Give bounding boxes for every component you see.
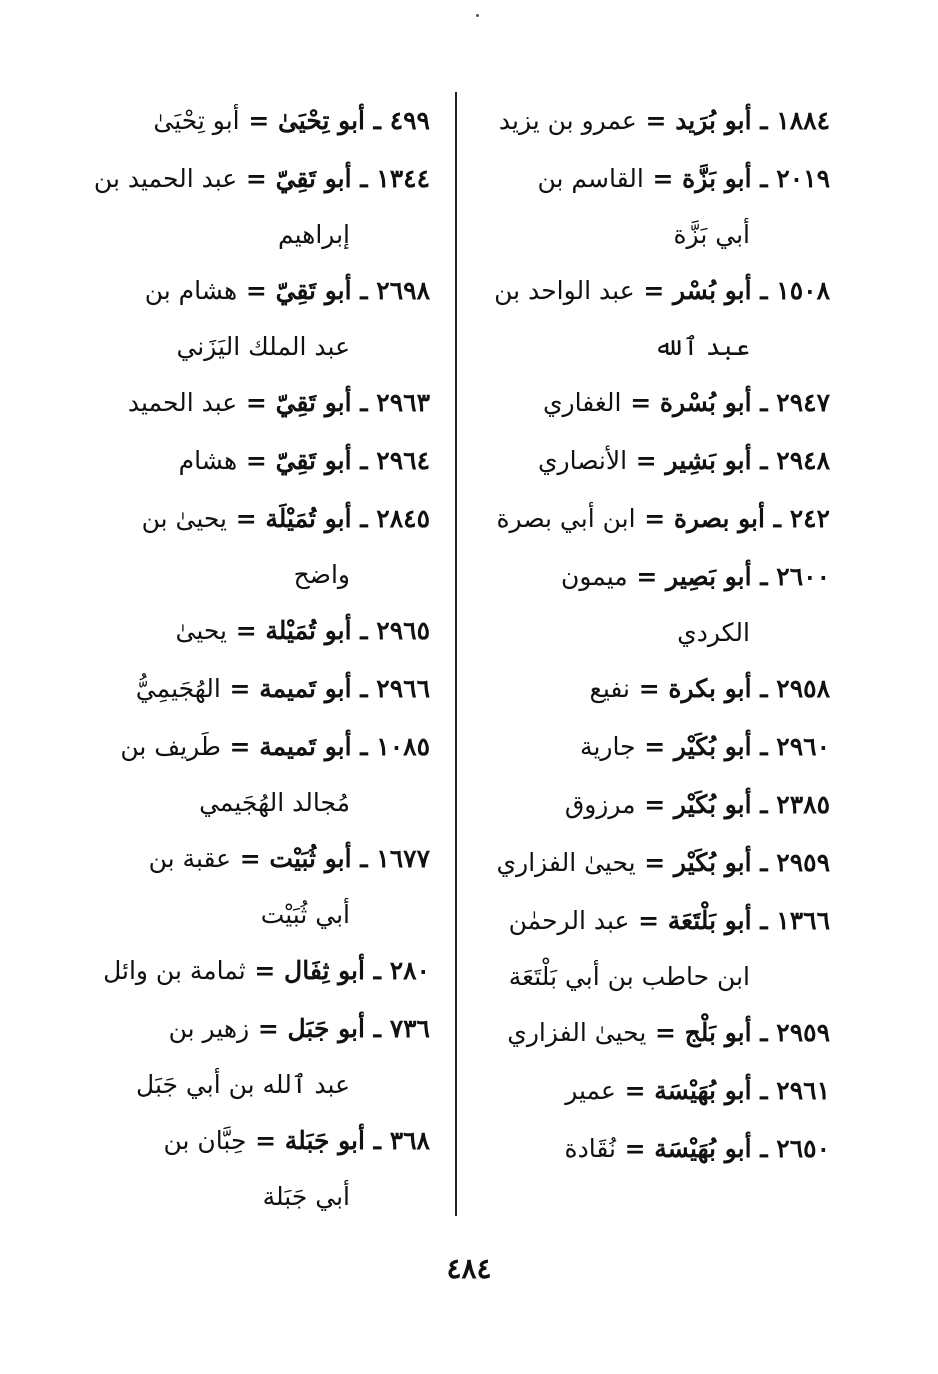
index-entry <box>78 92 430 150</box>
entry-name: ميمون <box>561 562 628 591</box>
entry-name: نُقَادة <box>564 1134 616 1163</box>
entry-number: ٢٨٤٥ <box>376 504 430 533</box>
entry-name: حِبَّان بن <box>163 1126 247 1155</box>
entry-number: ١٠٨٥ <box>376 732 430 761</box>
index-entry <box>478 1004 830 1062</box>
entry-number: ٢٩٦٦ <box>376 674 430 703</box>
index-entry <box>478 1062 830 1120</box>
index-entry <box>78 374 430 432</box>
entry-kunya: أبو بكرة <box>668 674 752 703</box>
index-entry <box>78 830 430 942</box>
entry-continuation: عبد ٱلله بن أبي جَبَل <box>136 1070 350 1099</box>
entry-equals: = <box>634 276 673 305</box>
entry-equals: = <box>615 1076 655 1105</box>
entry-equals: = <box>627 446 666 475</box>
entry-equals: = <box>635 504 674 533</box>
entry-continuation: أبي بَزَّة <box>673 220 750 249</box>
entry-number: ٤٩٩ <box>389 106 430 135</box>
entry-dash: ـ <box>751 388 777 417</box>
entry-equals: = <box>643 164 683 193</box>
entry-continuation: واضح <box>293 560 350 589</box>
entry-dash: ـ <box>351 504 377 533</box>
entry-dash: ـ <box>351 732 377 761</box>
entry-equals: = <box>646 1018 685 1047</box>
entry-kunya: أبو بُكَيْر <box>673 790 752 819</box>
index-entry <box>478 432 830 490</box>
entry-equals: = <box>237 276 276 305</box>
entry-kunya: أبو تَميمة <box>259 732 352 761</box>
entry-kunya: أبو ثِفَال <box>284 956 365 985</box>
entry-kunya: أبو بصرة <box>673 504 765 533</box>
entry-kunya: أبو جَبَل <box>287 1014 365 1043</box>
entry-continuation: أبي ثُبَيْت <box>260 900 350 929</box>
index-entry <box>478 150 830 262</box>
index-entry <box>78 1000 430 1112</box>
entry-number: ٢٩٦٤ <box>376 446 430 475</box>
entry-dash: ـ <box>751 164 777 193</box>
entry-name: الغفاري <box>542 388 622 417</box>
index-entry <box>78 660 430 718</box>
entry-kunya: أبو تَقِيّ <box>275 446 352 475</box>
entry-continuation: إبراهيم <box>277 220 350 249</box>
index-entry <box>478 374 830 432</box>
index-entry <box>78 718 430 830</box>
entry-dash: ـ <box>364 1126 390 1155</box>
entry-dash: ـ <box>751 562 777 591</box>
entry-equals: = <box>237 446 276 475</box>
entry-name: هشام بن <box>144 276 238 305</box>
scan-speck <box>476 14 479 17</box>
entry-name: مرزوق <box>564 790 636 819</box>
entry-equals: = <box>635 790 674 819</box>
entry-equals: = <box>635 848 674 877</box>
entry-number: ٢٩٦١ <box>776 1076 830 1105</box>
entry-number: ٢٠١٩ <box>776 164 830 193</box>
entry-dash: ـ <box>351 844 377 873</box>
index-entry <box>478 1120 830 1178</box>
entry-kunya: أبو جَبَلة <box>284 1126 365 1155</box>
entry-name: عقبة بن <box>148 844 232 873</box>
entry-name: جارية <box>580 732 636 761</box>
entry-dash: ـ <box>364 106 390 135</box>
entry-kunya: أبو تِحْيَىٰ <box>277 106 365 135</box>
entry-dash: ـ <box>751 906 777 935</box>
index-entry <box>78 150 430 262</box>
entry-kunya: أبو بُسْر <box>672 276 752 305</box>
entry-equals: = <box>227 616 266 645</box>
entry-name: ابن أبي بصرة <box>496 504 636 533</box>
entry-name: ثمامة بن وائل <box>103 956 246 985</box>
entry-equals: = <box>636 106 676 135</box>
entry-name: يحيىٰ <box>175 616 228 645</box>
entry-equals: = <box>220 732 260 761</box>
index-entry <box>478 92 830 150</box>
entry-name: هشام <box>178 446 238 475</box>
entry-number: ١٥٠٨ <box>776 276 830 305</box>
entry-kunya: أبو بُرَيد <box>675 106 752 135</box>
entry-dash: ـ <box>351 616 377 645</box>
entry-dash: ـ <box>364 1014 390 1043</box>
entry-kunya: أبو بُكَيْر <box>673 732 752 761</box>
entry-name: طَريف بن <box>120 732 221 761</box>
entry-name: الهُجَيمِيُّ <box>135 674 221 703</box>
entry-name: القاسم بن <box>537 164 644 193</box>
entry-kunya: أبو تَقِيّ <box>275 276 352 305</box>
entry-kunya: أبو تَقِيّ <box>275 164 352 193</box>
index-entry <box>478 776 830 834</box>
entry-dash: ـ <box>751 1018 777 1047</box>
entry-kunya: أبو بَزَّة <box>682 164 752 193</box>
entry-dash: ـ <box>751 674 777 703</box>
entry-equals: = <box>635 732 674 761</box>
entry-number: ٢٩٤٨ <box>776 446 830 475</box>
entry-kunya: أبو بُسْرة <box>659 388 752 417</box>
entry-number: ٣٦٨ <box>389 1126 430 1155</box>
entry-kunya: أبو تُمَيْلة <box>265 616 352 645</box>
entry-equals: = <box>627 562 667 591</box>
entry-dash: ـ <box>751 848 777 877</box>
entry-dash: ـ <box>764 504 790 533</box>
index-entry <box>478 718 830 776</box>
entry-dash: ـ <box>364 956 390 985</box>
entry-name: عبد الواحد بن <box>494 276 635 305</box>
entry-equals: = <box>227 504 266 533</box>
entry-kunya: أبو بُهَيْسَة <box>654 1134 752 1163</box>
entry-name: زهير بن <box>168 1014 250 1043</box>
entry-continuation: عبد الملك اليَزَني <box>176 332 350 361</box>
entry-number: ٢٣٨٥ <box>776 790 830 819</box>
entry-number: ٢٦٥٠ <box>776 1134 830 1163</box>
entry-equals: = <box>239 106 278 135</box>
index-entry <box>78 942 430 1000</box>
entry-name: يحيىٰ الفزاري <box>507 1018 647 1047</box>
entry-equals: = <box>630 674 669 703</box>
entry-kunya: أبو ثُبَيْت <box>269 844 352 873</box>
index-entry <box>478 660 830 718</box>
entry-dash: ـ <box>351 388 377 417</box>
entry-dash: ـ <box>351 276 377 305</box>
entry-dash: ـ <box>751 1076 777 1105</box>
entry-name: يحيىٰ بن <box>141 504 228 533</box>
entry-dash: ـ <box>751 446 777 475</box>
entry-kunya: أبو بَلْتَعَة <box>667 906 752 935</box>
entry-name: عمير <box>565 1076 616 1105</box>
entry-number: ٢٩٥٩ <box>776 848 830 877</box>
entry-dash: ـ <box>351 674 377 703</box>
entry-number: ٢٩٦٠ <box>776 732 830 761</box>
entry-number: ٢٤٢ <box>789 504 830 533</box>
entry-name: نفيع <box>589 674 630 703</box>
entry-continuation: الكردي <box>677 618 750 647</box>
entry-kunya: أبو تَميمة <box>259 674 352 703</box>
entry-kunya: أبو بَلْج <box>684 1018 752 1047</box>
index-column-right <box>478 92 830 1178</box>
entry-name: عبد الحميد بن <box>93 164 238 193</box>
entry-name: أبو تِحْيَىٰ <box>153 106 240 135</box>
entry-number: ١٣٤٤ <box>376 164 430 193</box>
entry-continuation: أبي جَبَلة <box>262 1182 350 1211</box>
entry-continuation: عبد ٱلله <box>654 332 750 361</box>
entry-equals: = <box>245 956 285 985</box>
entry-number: ٢٩٥٩ <box>776 1018 830 1047</box>
entry-number: ١٨٨٤ <box>776 106 830 135</box>
entry-number: ١٦٧٧ <box>376 844 430 873</box>
entry-dash: ـ <box>751 276 777 305</box>
index-entry <box>78 1112 430 1224</box>
index-entry <box>478 548 830 660</box>
entry-equals: = <box>237 388 276 417</box>
entry-equals: = <box>220 674 260 703</box>
entry-equals: = <box>615 1134 655 1163</box>
entry-number: ٢٩٥٨ <box>776 674 830 703</box>
entry-equals: = <box>231 844 270 873</box>
entry-dash: ـ <box>351 164 377 193</box>
index-entry <box>478 892 830 1004</box>
index-entry <box>478 490 830 548</box>
entry-equals: = <box>246 1126 285 1155</box>
entry-continuation: مُجالد الهُجَيمي <box>199 788 350 817</box>
entry-equals: = <box>249 1014 288 1043</box>
entry-kunya: أبو بُكَيْر <box>673 848 752 877</box>
entry-dash: ـ <box>751 790 777 819</box>
entry-number: ٧٣٦ <box>389 1014 430 1043</box>
entry-equals: = <box>621 388 660 417</box>
entry-number: ٢٩٦٥ <box>376 616 430 645</box>
entry-equals: = <box>237 164 276 193</box>
index-entry <box>78 432 430 490</box>
index-entry <box>78 602 430 660</box>
page-number: ٤٨٤ <box>446 1252 492 1285</box>
entry-name: عبد الرحمٰن <box>508 906 630 935</box>
entry-name: عمرو بن يزيد <box>498 106 637 135</box>
entry-number: ٢٨٠ <box>389 956 430 985</box>
entry-dash: ـ <box>751 1134 777 1163</box>
entry-kunya: أبو تُمَيْلَة <box>265 504 352 533</box>
entry-kunya: أبو بُهَيْسَة <box>654 1076 752 1105</box>
entry-name: الأنصاري <box>537 446 628 475</box>
entry-name: يحيىٰ الفزاري <box>496 848 636 877</box>
index-entry <box>478 834 830 892</box>
entry-number: ١٣٦٦ <box>776 906 830 935</box>
entry-dash: ـ <box>751 732 777 761</box>
index-entry <box>78 490 430 602</box>
entry-number: ٢٩٦٣ <box>376 388 430 417</box>
entry-name: عبد الحميد <box>127 388 238 417</box>
entry-number: ٢٦٩٨ <box>376 276 430 305</box>
entry-number: ٢٦٠٠ <box>776 562 830 591</box>
index-entry <box>78 262 430 374</box>
index-column-left <box>78 92 430 1224</box>
entry-dash: ـ <box>351 446 377 475</box>
entry-number: ٢٩٤٧ <box>776 388 830 417</box>
entry-kunya: أبو بَشِير <box>665 446 752 475</box>
entry-dash: ـ <box>751 106 777 135</box>
entry-kunya: أبو بَصِير <box>666 562 752 591</box>
entry-kunya: أبو تَقِيّ <box>275 388 352 417</box>
entry-continuation: ابن حاطب بن أبي بَلْتَعَة <box>508 962 750 991</box>
column-divider <box>455 92 457 1216</box>
entry-equals: = <box>629 906 668 935</box>
index-entry <box>478 262 830 374</box>
